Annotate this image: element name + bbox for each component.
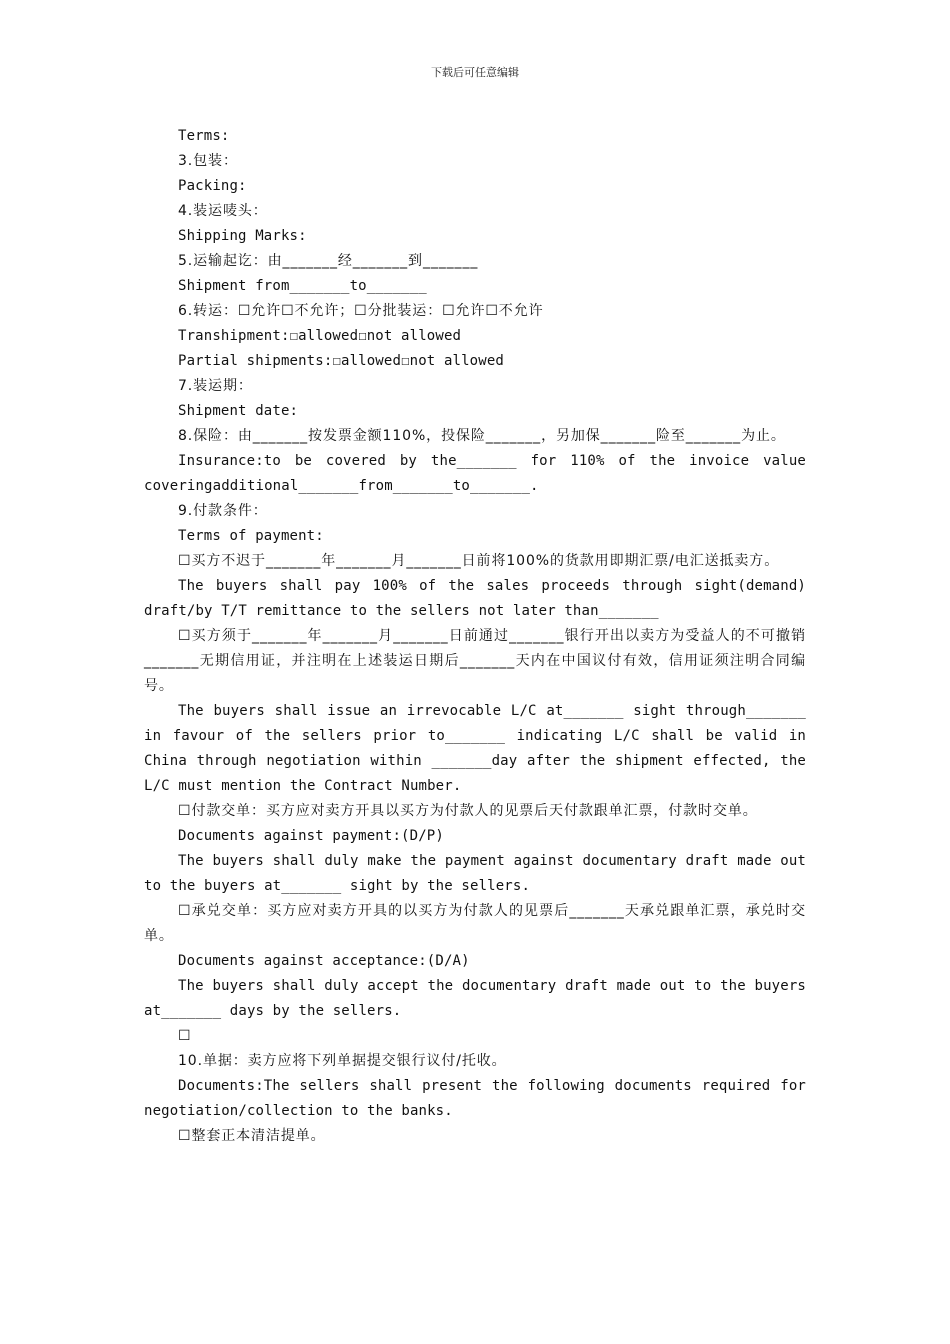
documents-heading: 10.单据：卖方应将下列单据提交银行议付/托收。 xyxy=(178,1053,507,1069)
payment-option-da-cn: ☐承兑交单：买方应对卖方开具的以买方为付款人的见票后_______天承兑跟单汇票，承兑时交单。 xyxy=(144,903,806,944)
payment-option-dp-en: The buyers shall duly make the payment against documentary draft made out to the buyers at_______ sight by the sellers. xyxy=(144,853,806,894)
shipment-date-heading: 7.装运期： xyxy=(178,378,253,394)
dp-label: Documents against payment:(D/P) xyxy=(178,828,444,844)
terms-label: Terms: xyxy=(178,128,230,144)
payment-option-tt-en: The buyers shall pay 100% of the sales proceeds through sight(demand) draft/by T/T remittance to the sellers not later than_______ xyxy=(144,578,806,619)
partial-shipments-label: Partial shipments:☐allowed☐not allowed xyxy=(178,353,504,369)
shipment-route-heading: 5.运输起讫：由_______经_______到_______ xyxy=(178,253,479,269)
payment-option-lc-en: The buyers shall issue an irrevocable L/C at_______ sight through_______ in favour of the sellers prior to_______ indicating L/C shall be valid in China through negotiation within _______day after the shipment effected, the L/C must mention the Contract Number. xyxy=(144,703,806,794)
insurance-heading: 8.保险：由_______按发票金额110%，投保险_______，另加保_______险至_______为止。 xyxy=(178,428,786,444)
da-label: Documents against acceptance:(D/A) xyxy=(178,953,470,969)
packing-label: Packing: xyxy=(178,178,247,194)
payment-option-lc-cn: ☐买方须于_______年_______月_______日前通过_______银行开出以卖方为受益人的不可撤销_______无期信用证，并注明在上述装运日期后_______天内在中国议付有效，信用证须注明合同编号。 xyxy=(144,628,806,694)
payment-option-tt-cn: ☐买方不迟于_______年_______月_______日前将100%的货款用即期汇票/电汇送抵卖方。 xyxy=(178,553,780,569)
transhipment-heading: 6.转运：☐允许☐不允许；☐分批装运：☐允许☐不允许 xyxy=(178,303,544,319)
shipping-marks-heading: 4.装运唛头： xyxy=(178,203,268,219)
payment-terms-heading: 9.付款条件： xyxy=(178,503,268,519)
insurance-text: Insurance:to be covered by the_______ for 110% of the invoice value coveringadditional_______from_______to_______. xyxy=(144,453,806,494)
shipping-marks-label: Shipping Marks: xyxy=(178,228,307,244)
shipment-date-label: Shipment date: xyxy=(178,403,299,419)
empty-checkbox-line: ☐ xyxy=(178,1028,192,1044)
page-header: 下载后可任意编辑 xyxy=(431,66,519,79)
payment-option-dp-cn: ☐付款交单：买方应对卖方开具以买方为付款人的见票后天付款跟单汇票，付款时交单。 xyxy=(178,803,758,819)
payment-terms-label: Terms of payment: xyxy=(178,528,324,544)
bill-of-lading-item: ☐整套正本清洁提单。 xyxy=(178,1128,326,1144)
packing-heading: 3.包装： xyxy=(178,153,238,169)
contract-body xyxy=(144,124,806,1149)
payment-option-da-en: The buyers shall duly accept the documentary draft made out to the buyers at_______ days by the sellers. xyxy=(144,978,806,1019)
documents-text: Documents:The sellers shall present the following documents required for negotiation/collection to the banks. xyxy=(144,1078,806,1119)
shipment-route-label: Shipment from_______to_______ xyxy=(178,278,427,294)
transhipment-label: Transhipment:☐allowed☐not allowed xyxy=(178,328,462,344)
